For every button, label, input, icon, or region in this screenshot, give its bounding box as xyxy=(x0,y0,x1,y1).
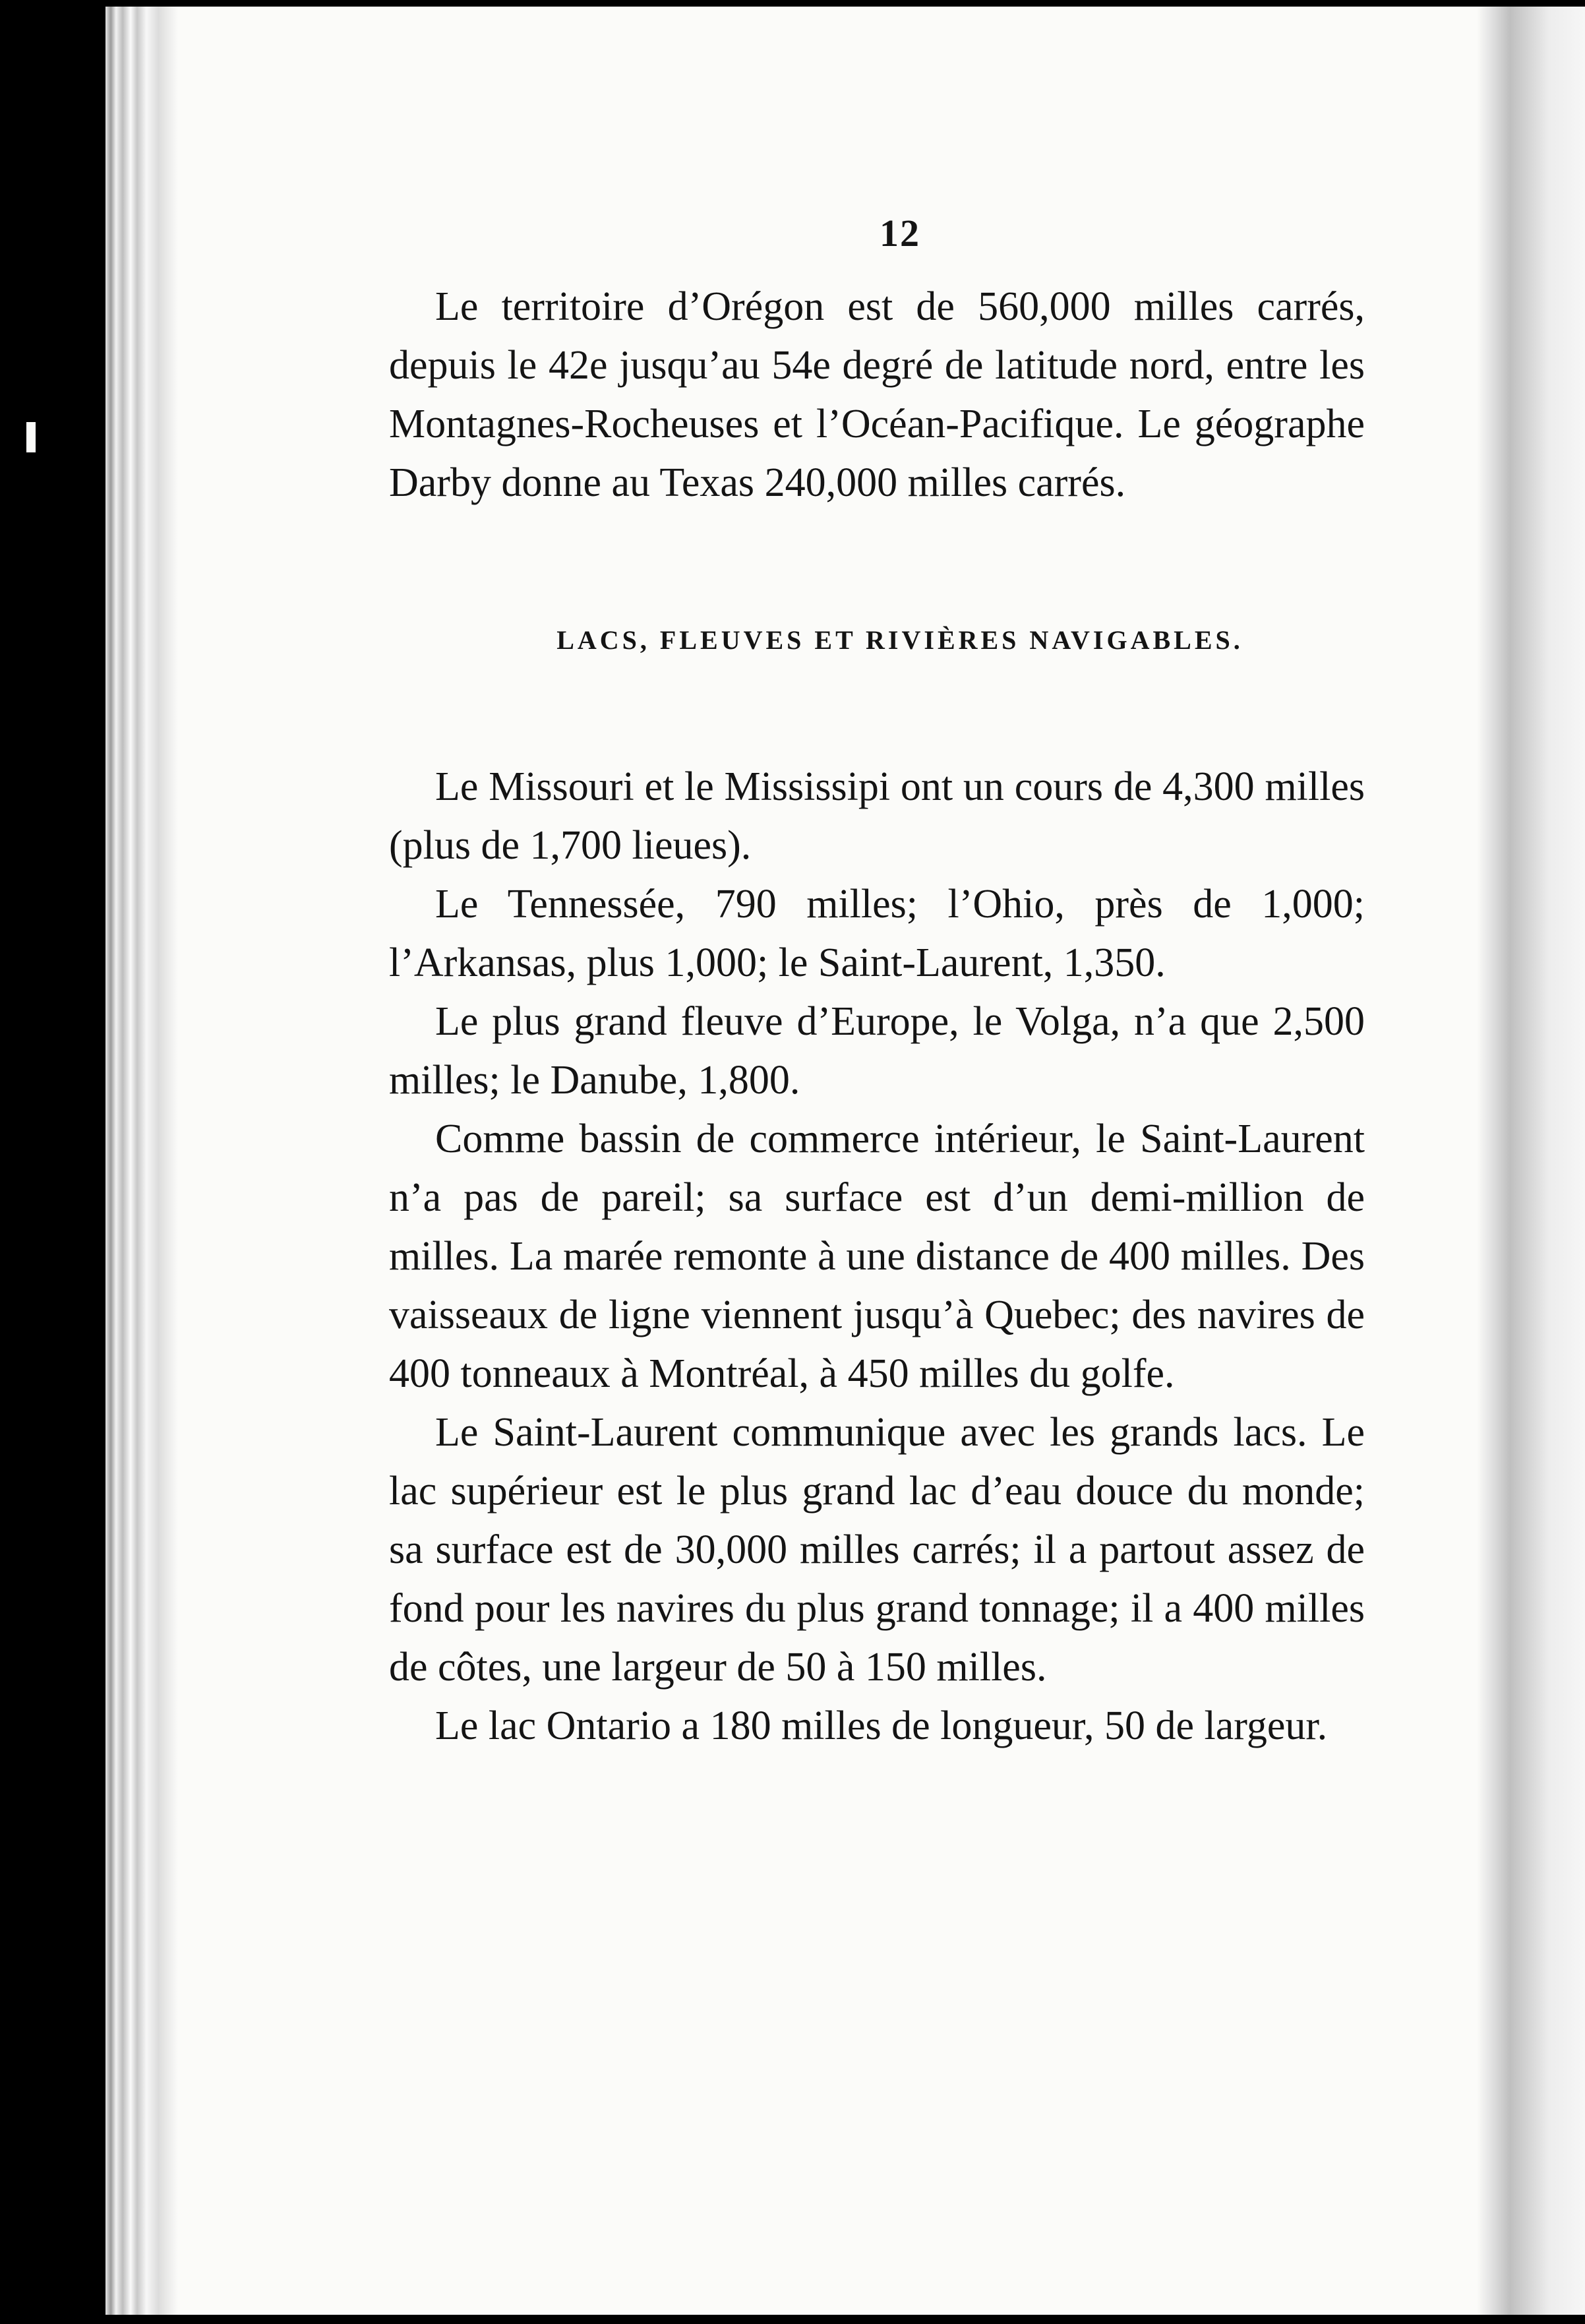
section-heading: LACS, FLEUVES ET RIVIÈRES NAVIGABLES. xyxy=(556,625,1243,655)
margin-mark xyxy=(26,422,36,452)
page-right-edge xyxy=(1477,7,1585,2315)
paragraph: Le Saint-Laurent communique avec les grands lacs. Le lac supérieur est le plus grand lac d’eau douce du monde; sa surface est de 30,000 milles carrés; il a partout assez de fond pour les navires du plus grand tonnage; il a 400 milles de côtes, une largeur de 50 à 150 milles. xyxy=(389,1410,1365,1690)
intro-paragraph: Le territoire d’Orégon est de 560,000 milles carrés, depuis le 42e jusqu’au 54e degré de latitude nord, entre les Montagnes-Rocheuses et l’Océan-Pacifique. Le géographe Darby donne au Texas 240,000 milles carrés. xyxy=(389,284,1365,505)
paragraph: Le Missouri et le Mississipi ont un cours de 4,300 milles (plus de 1,700 lieues). xyxy=(389,764,1365,868)
page-number: 12 xyxy=(880,212,920,255)
paragraph: Le Tennessée, 790 milles; l’Ohio, près de 1,000; l’Arkansas, plus 1,000; le Saint-Laurent, 1,350. xyxy=(389,882,1365,985)
page-text-block xyxy=(389,211,1365,1756)
paragraph: Le lac Ontario a 180 milles de longueur, 50 de largeur. xyxy=(435,1703,1328,1748)
paragraph: Comme bassin de commerce intérieur, le Saint-Laurent n’a pas de pareil; sa surface est d’un demi-million de milles. La marée remonte à une distance de 400 milles. Des vaisseaux de ligne viennent jusqu’à Quebec; des navires de 400 tonneaux à Montréal, à 450 milles du golfe. xyxy=(389,1116,1365,1396)
page-binding-edge xyxy=(105,7,185,2315)
paragraph: Le plus grand fleuve d’Europe, le Volga, n’a que 2,500 milles; le Danube, 1,800. xyxy=(389,999,1365,1103)
